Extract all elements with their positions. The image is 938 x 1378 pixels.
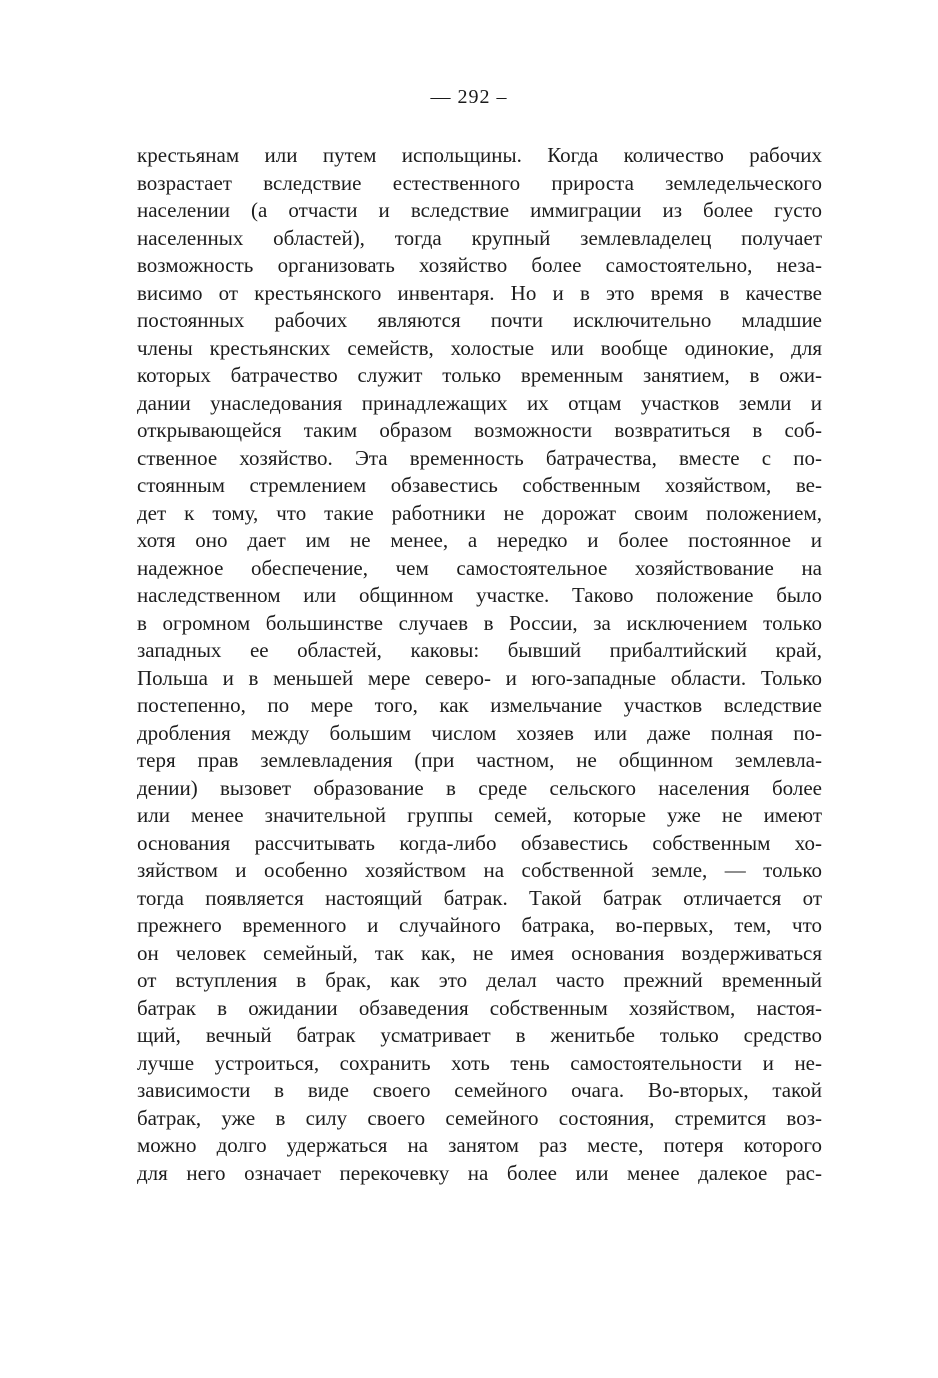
text-line-7: постоянных рабочих являются почти исключительно младшие [137, 308, 822, 332]
text-line-1: крестьянам или путем испольщины. Когда количество рабочих [137, 143, 822, 167]
text-line-29: прежнего временного и случайного батрака, во-первых, тем, что [137, 913, 822, 937]
text-line-36: батрак, уже в силу своего семейного состояния, стремится воз- [137, 1105, 822, 1130]
text-line-11: открывающейся таким образом возможности возвратиться в соб- [137, 418, 822, 442]
text-line-26: основания рассчитывать когда-либо обзавестись собственным хо- [137, 830, 822, 855]
text-line-32: батрак в ожидании обзаведения собственным хозяйством, настоя- [137, 995, 822, 1020]
text-line-5: возможность организовать хозяйство более самостоятельно, неза- [137, 253, 822, 277]
text-line-25: или менее значительной группы семей, которые уже не имеют [137, 803, 822, 827]
text-line-15: хотя оно дает им не менее, а нередко и более постоянное и [137, 528, 822, 552]
text-line-4: населенных областей), тогда крупный землевладелец получает [137, 225, 822, 250]
text-line-19: западных ее областей, каковы: бывший прибалтийский край, [137, 638, 822, 662]
text-line-21: постепенно, по мере того, как измельчание участков вследствие [137, 693, 822, 717]
text-line-22: дробления между большим числом хозяев или даже полная по- [137, 720, 822, 745]
text-line-14: дет к тому, что такие работники не дорожат своим положением, [137, 500, 822, 525]
text-line-28: тогда появляется настоящий батрак. Такой батрак отличается от [137, 885, 822, 910]
text-line-9: которых батрачество служит только временным занятием, в ожи- [137, 363, 822, 387]
text-line-17: наследственном или общинном участке. Таково положение было [137, 583, 822, 607]
text-line-2: возрастает вследствие естественного прироста земледельческого [137, 170, 822, 195]
text-line-35: зависимости в виде своего семейного очага. Во-вторых, такой [137, 1078, 822, 1102]
text-line-30: он человек семейный, так как, не имея основания воздерживаться [137, 940, 822, 965]
text-line-31: от вступления в брак, как это делал часто прежний временный [137, 968, 822, 992]
text-line-13: стоянным стремлением обзавестись собственным хозяйством, ве- [137, 473, 822, 497]
text-line-20: Польша и в меньшей мере северо- и юго-западные области. Только [137, 665, 822, 690]
text-line-12: ственное хозяйство. Эта временность батрачества, вместе с по- [137, 445, 822, 470]
body-text [137, 142, 822, 1187]
text-line-38: для него означает перекочевку на более или менее далекое рас- [137, 1160, 822, 1185]
text-line-33: щий, вечный батрак усматривает в женитьбе только средство [137, 1023, 822, 1047]
text-line-18: в огромном большинстве случаев в России, за исключением только [137, 610, 822, 635]
text-line-37: можно долго удержаться на занятом раз месте, потеря которого [137, 1133, 822, 1157]
page-number: — 292 – [430, 86, 508, 108]
text-line-16: надежное обеспечение, чем самостоятельное хозяйствование на [137, 555, 822, 580]
text-line-34: лучше устроиться, сохранить хоть тень самостоятельности и не- [137, 1050, 822, 1075]
text-line-10: дании унаследования принадлежащих их отцам участков земли и [137, 390, 822, 415]
text-line-24: дении) вызовет образование в среде сельского населения более [137, 775, 822, 800]
text-line-3: населении (а отчасти и вследствие иммиграции из более густо [137, 198, 822, 222]
text-line-6: висимо от крестьянского инвентаря. Но и в это время в качестве [137, 280, 822, 305]
text-line-8: члены крестьянских семейств, холостые или вообще одинокие, для [137, 335, 822, 360]
text-line-27: зяйством и особенно хозяйством на собственной земле, — только [137, 858, 822, 882]
text-line-23: теря прав землевладения (при частном, не общинном землевла- [137, 748, 822, 772]
